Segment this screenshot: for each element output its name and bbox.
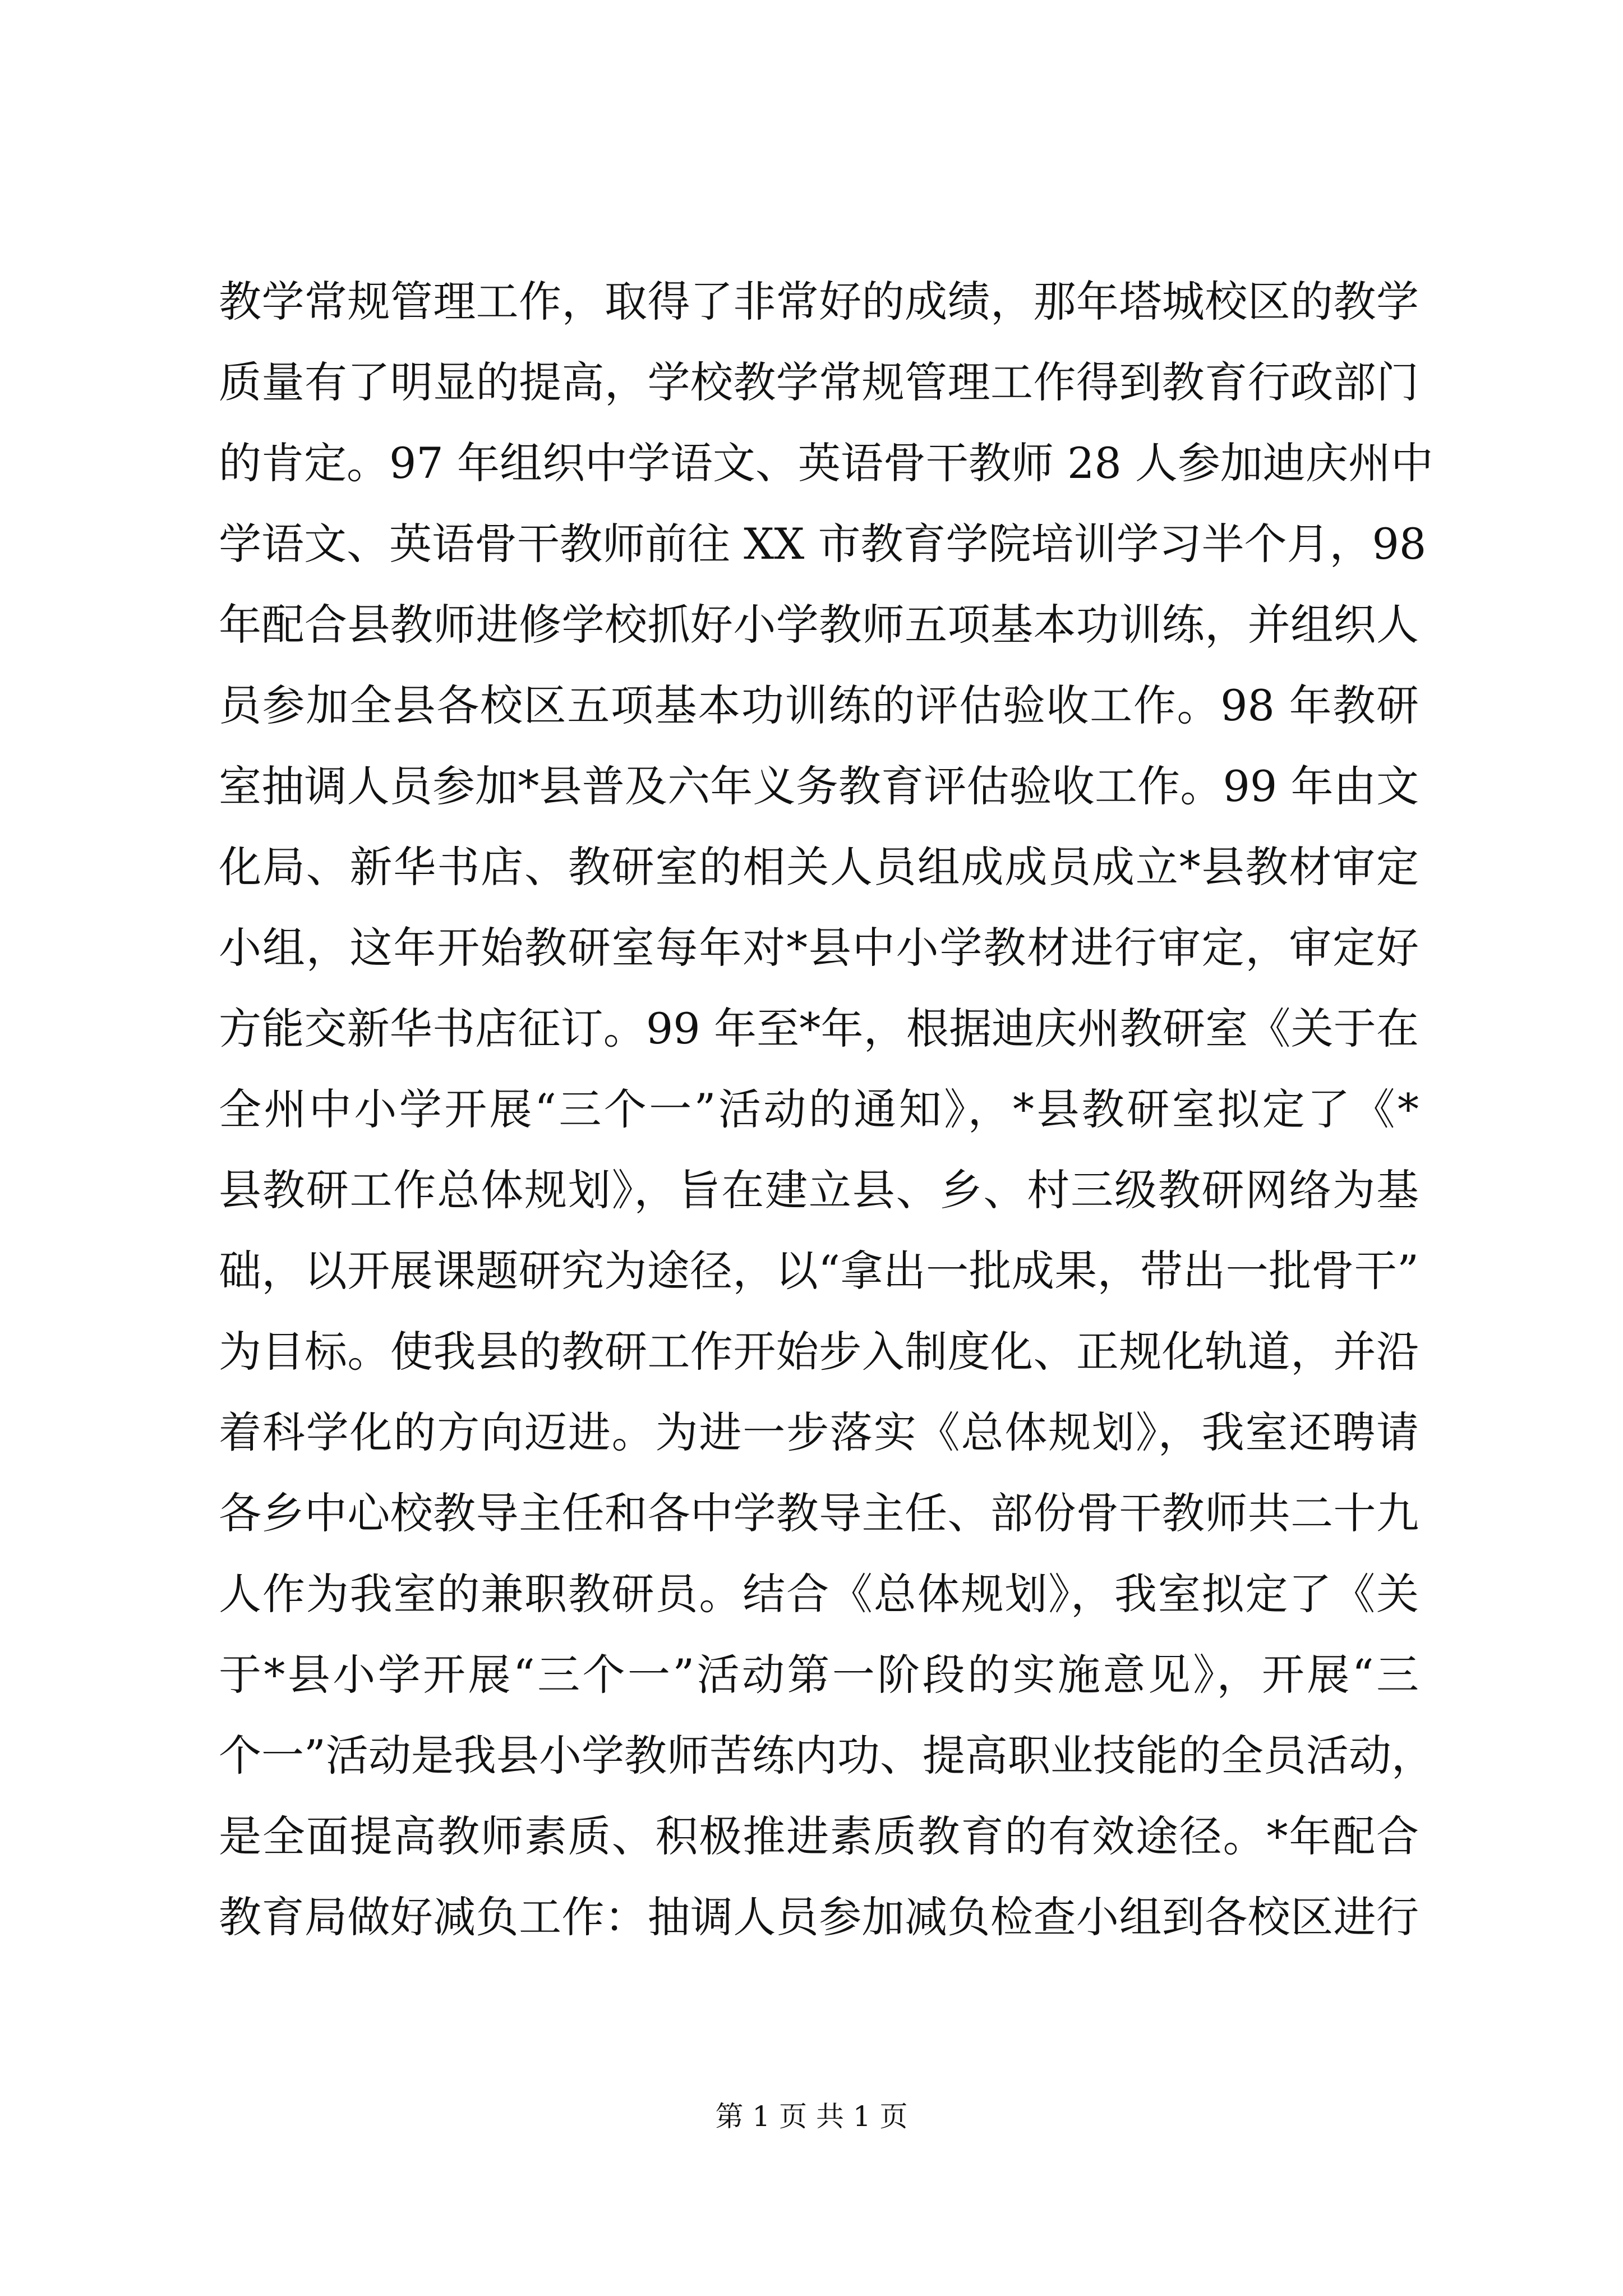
text-line: 各乡中心校教导主任和各中学教导主任、部份骨干教师共二十九 [219, 1488, 1419, 1538]
text-line: 教学常规管理工作，取得了非常好的成绩，那年塔城校区的教学 [219, 277, 1419, 326]
text-line: 方能交新华书店征订。99 年至*年，根据迪庆州教研室《关于在 [219, 1004, 1419, 1053]
text-line: 础，以开展课题研究为途径，以“拿出一批成果，带出一批骨干” [219, 1246, 1419, 1296]
text-line: 学语文、英语骨干教师前往 XX 市教育学院培训学习半个月，98 [219, 519, 1427, 569]
text-line: 是全面提高教师素质、积极推进素质教育的有效途径。*年配合 [219, 1811, 1419, 1861]
text-line: 人作为我室的兼职教研员。结合《总体规划》，我室拟定了《关 [219, 1569, 1419, 1619]
text-line: 于*县小学开展“三个一”活动第一阶段的实施意见》，开展“三 [219, 1650, 1419, 1700]
text-line: 化局、新华书店、教研室的相关人员组成成员成立*县教材审定 [219, 842, 1419, 892]
text-line: 县教研工作总体规划》，旨在建立县、乡、村三级教研网络为基 [219, 1165, 1419, 1215]
page-number-footer: 第 1 页 共 1 页 [715, 2100, 908, 2133]
text-line: 小组，这年开始教研室每年对*县中小学教材进行审定，审定好 [219, 923, 1419, 973]
text-line: 着科学化的方向迈进。为进一步落实《总体规划》，我室还聘请 [219, 1407, 1419, 1457]
body-paragraph [219, 261, 1434, 1958]
text-line: 全州中小学开展“三个一”活动的通知》，*县教研室拟定了《* [219, 1084, 1419, 1134]
text-line: 室抽调人员参加*县普及六年义务教育评估验收工作。99 年由文 [219, 761, 1419, 811]
text-line: 的肯定。97 年组织中学语文、英语骨干教师 28 人参加迪庆州中 [219, 438, 1433, 488]
text-line: 教育局做好减负工作：抽调人员参加减负检查小组到各校区进行 [219, 1892, 1419, 1942]
text-line: 个一”活动是我县小学教师苦练内功、提高职业技能的全员活动， [219, 1731, 1434, 1780]
text-line: 员参加全县各校区五项基本功训练的评估验收工作。98 年教研 [219, 680, 1419, 730]
text-line: 质量有了明显的提高，学校教学常规管理工作得到教育行政部门 [219, 357, 1419, 407]
text-line: 年配合县教师进修学校抓好小学教师五项基本功训练，并组织人 [219, 600, 1419, 650]
text-line: 为目标。使我县的教研工作开始步入制度化、正规化轨道，并沿 [219, 1327, 1419, 1377]
